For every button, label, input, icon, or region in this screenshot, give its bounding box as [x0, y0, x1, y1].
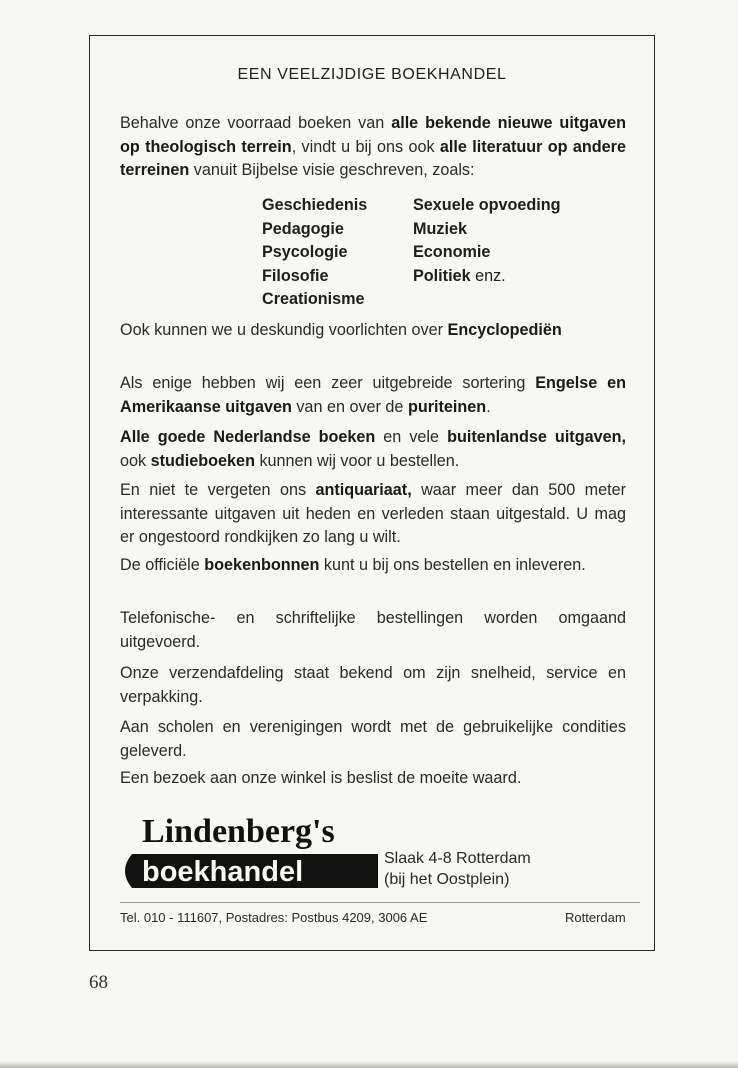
dutch-books-paragraph — [120, 426, 626, 473]
paragraph-bold: Engelse en Amerikaanse uitgaven — [120, 374, 626, 416]
contact-line — [120, 910, 650, 925]
ad-title: EEN VEELZIJDIGE BOEKHANDEL — [237, 66, 507, 83]
paragraph-text: Ook kunnen we u deskundig voorlichten over — [120, 321, 448, 339]
intro-text-2: , vindt u bij ons ook — [291, 137, 440, 156]
bookstore-logo — [118, 806, 378, 892]
schools-paragraph: Aan scholen en verenigingen wordt met de gebruikelijke condities geleverd. — [120, 718, 626, 760]
paragraph-text: De officiële — [120, 556, 205, 574]
subjects-left-list — [262, 194, 367, 312]
page-edge-shadow — [0, 1061, 738, 1068]
paragraph-text: . — [486, 397, 491, 416]
subject-item: Filosofie — [262, 266, 329, 285]
encyclopedia-paragraph — [120, 319, 626, 343]
subject-item: Muziek — [413, 219, 467, 238]
paragraph-text: kunnen wij voor u bestellen. — [254, 451, 460, 470]
shipping-paragraph: Onze verzendafdeling staat bekend om zijn snelheid, service en verpakking. — [120, 664, 626, 706]
advertisement-box — [89, 35, 655, 951]
visit-paragraph: Een bezoek aan onze winkel is beslist de moeite waard. — [120, 769, 522, 787]
page-number: 68 — [89, 972, 108, 993]
antiquariaat-paragraph — [120, 479, 626, 550]
contact-details: Tel. 010 - 111607, Postadres: Postbus 4209, 3006 AE — [120, 910, 428, 925]
logo-name-text: Lindenberg's — [142, 813, 335, 850]
paragraph-text: waar meer dan 500 meter interessante uitgaven uit heden en verleden staan uitgestald. U mag er ongestoord rondkijken zo lang u wilt. — [120, 481, 626, 546]
english-paragraph — [120, 372, 626, 419]
address-landmark: (bij het Oostplein) — [384, 871, 510, 888]
paragraph-bold: Encyclopediën — [447, 321, 562, 339]
paragraph-bold: buitenlandse uitgaven, — [447, 428, 626, 446]
subject-item: Economie — [413, 243, 491, 261]
subject-item: Sexuele opvoeding — [413, 196, 561, 214]
bookbonnen-paragraph — [120, 554, 626, 578]
subjects-right-list — [413, 194, 561, 288]
intro-bold-2: alle literatuur op andere terreinen — [120, 137, 626, 179]
paragraph-text: van en over de — [291, 397, 408, 416]
address-street: Slaak 4-8 Rotterdam — [384, 850, 531, 867]
paragraph-text: Als enige hebben wij een zeer uitgebreide sortering — [120, 374, 536, 392]
paragraph-text: en vele — [375, 428, 448, 446]
paragraph-bold: puriteinen — [407, 397, 487, 416]
address-block — [384, 848, 531, 890]
intro-paragraph — [120, 112, 626, 183]
paragraph-bold: boekenbonnen — [204, 556, 320, 574]
logo-store-text: boekhandel — [142, 856, 304, 888]
divider — [120, 902, 640, 903]
intro-bold-1: alle bekende nieuwe uitgaven op theologisch terrein — [120, 114, 626, 156]
subject-item: Pedagogie — [262, 219, 344, 238]
subject-item: Psycologie — [262, 243, 348, 261]
paragraph-bold: studieboeken — [150, 451, 255, 470]
subject-item: Politiek — [413, 266, 471, 285]
telephone-paragraph: Telefonische- en schriftelijke bestellingen worden omgaand uitgevoerd. — [120, 609, 626, 651]
subject-item: Geschiedenis — [262, 196, 368, 214]
paragraph-bold: antiquariaat, — [315, 481, 412, 499]
subject-item: Creationisme — [262, 290, 365, 308]
contact-city: Rotterdam — [565, 910, 626, 925]
intro-text-1: Behalve onze voorraad boeken van — [120, 114, 392, 132]
paragraph-text: kunt u bij ons bestellen en inleveren. — [319, 556, 586, 574]
paragraph-text: En niet te vergeten ons — [120, 481, 316, 499]
paragraph-bold: Alle goede Nederlandse boeken — [120, 428, 376, 446]
paragraph-text: ook — [120, 451, 151, 470]
subject-suffix: enz. — [475, 266, 506, 285]
intro-text-3: vanuit Bijbelse visie geschreven, zoals: — [189, 161, 475, 179]
